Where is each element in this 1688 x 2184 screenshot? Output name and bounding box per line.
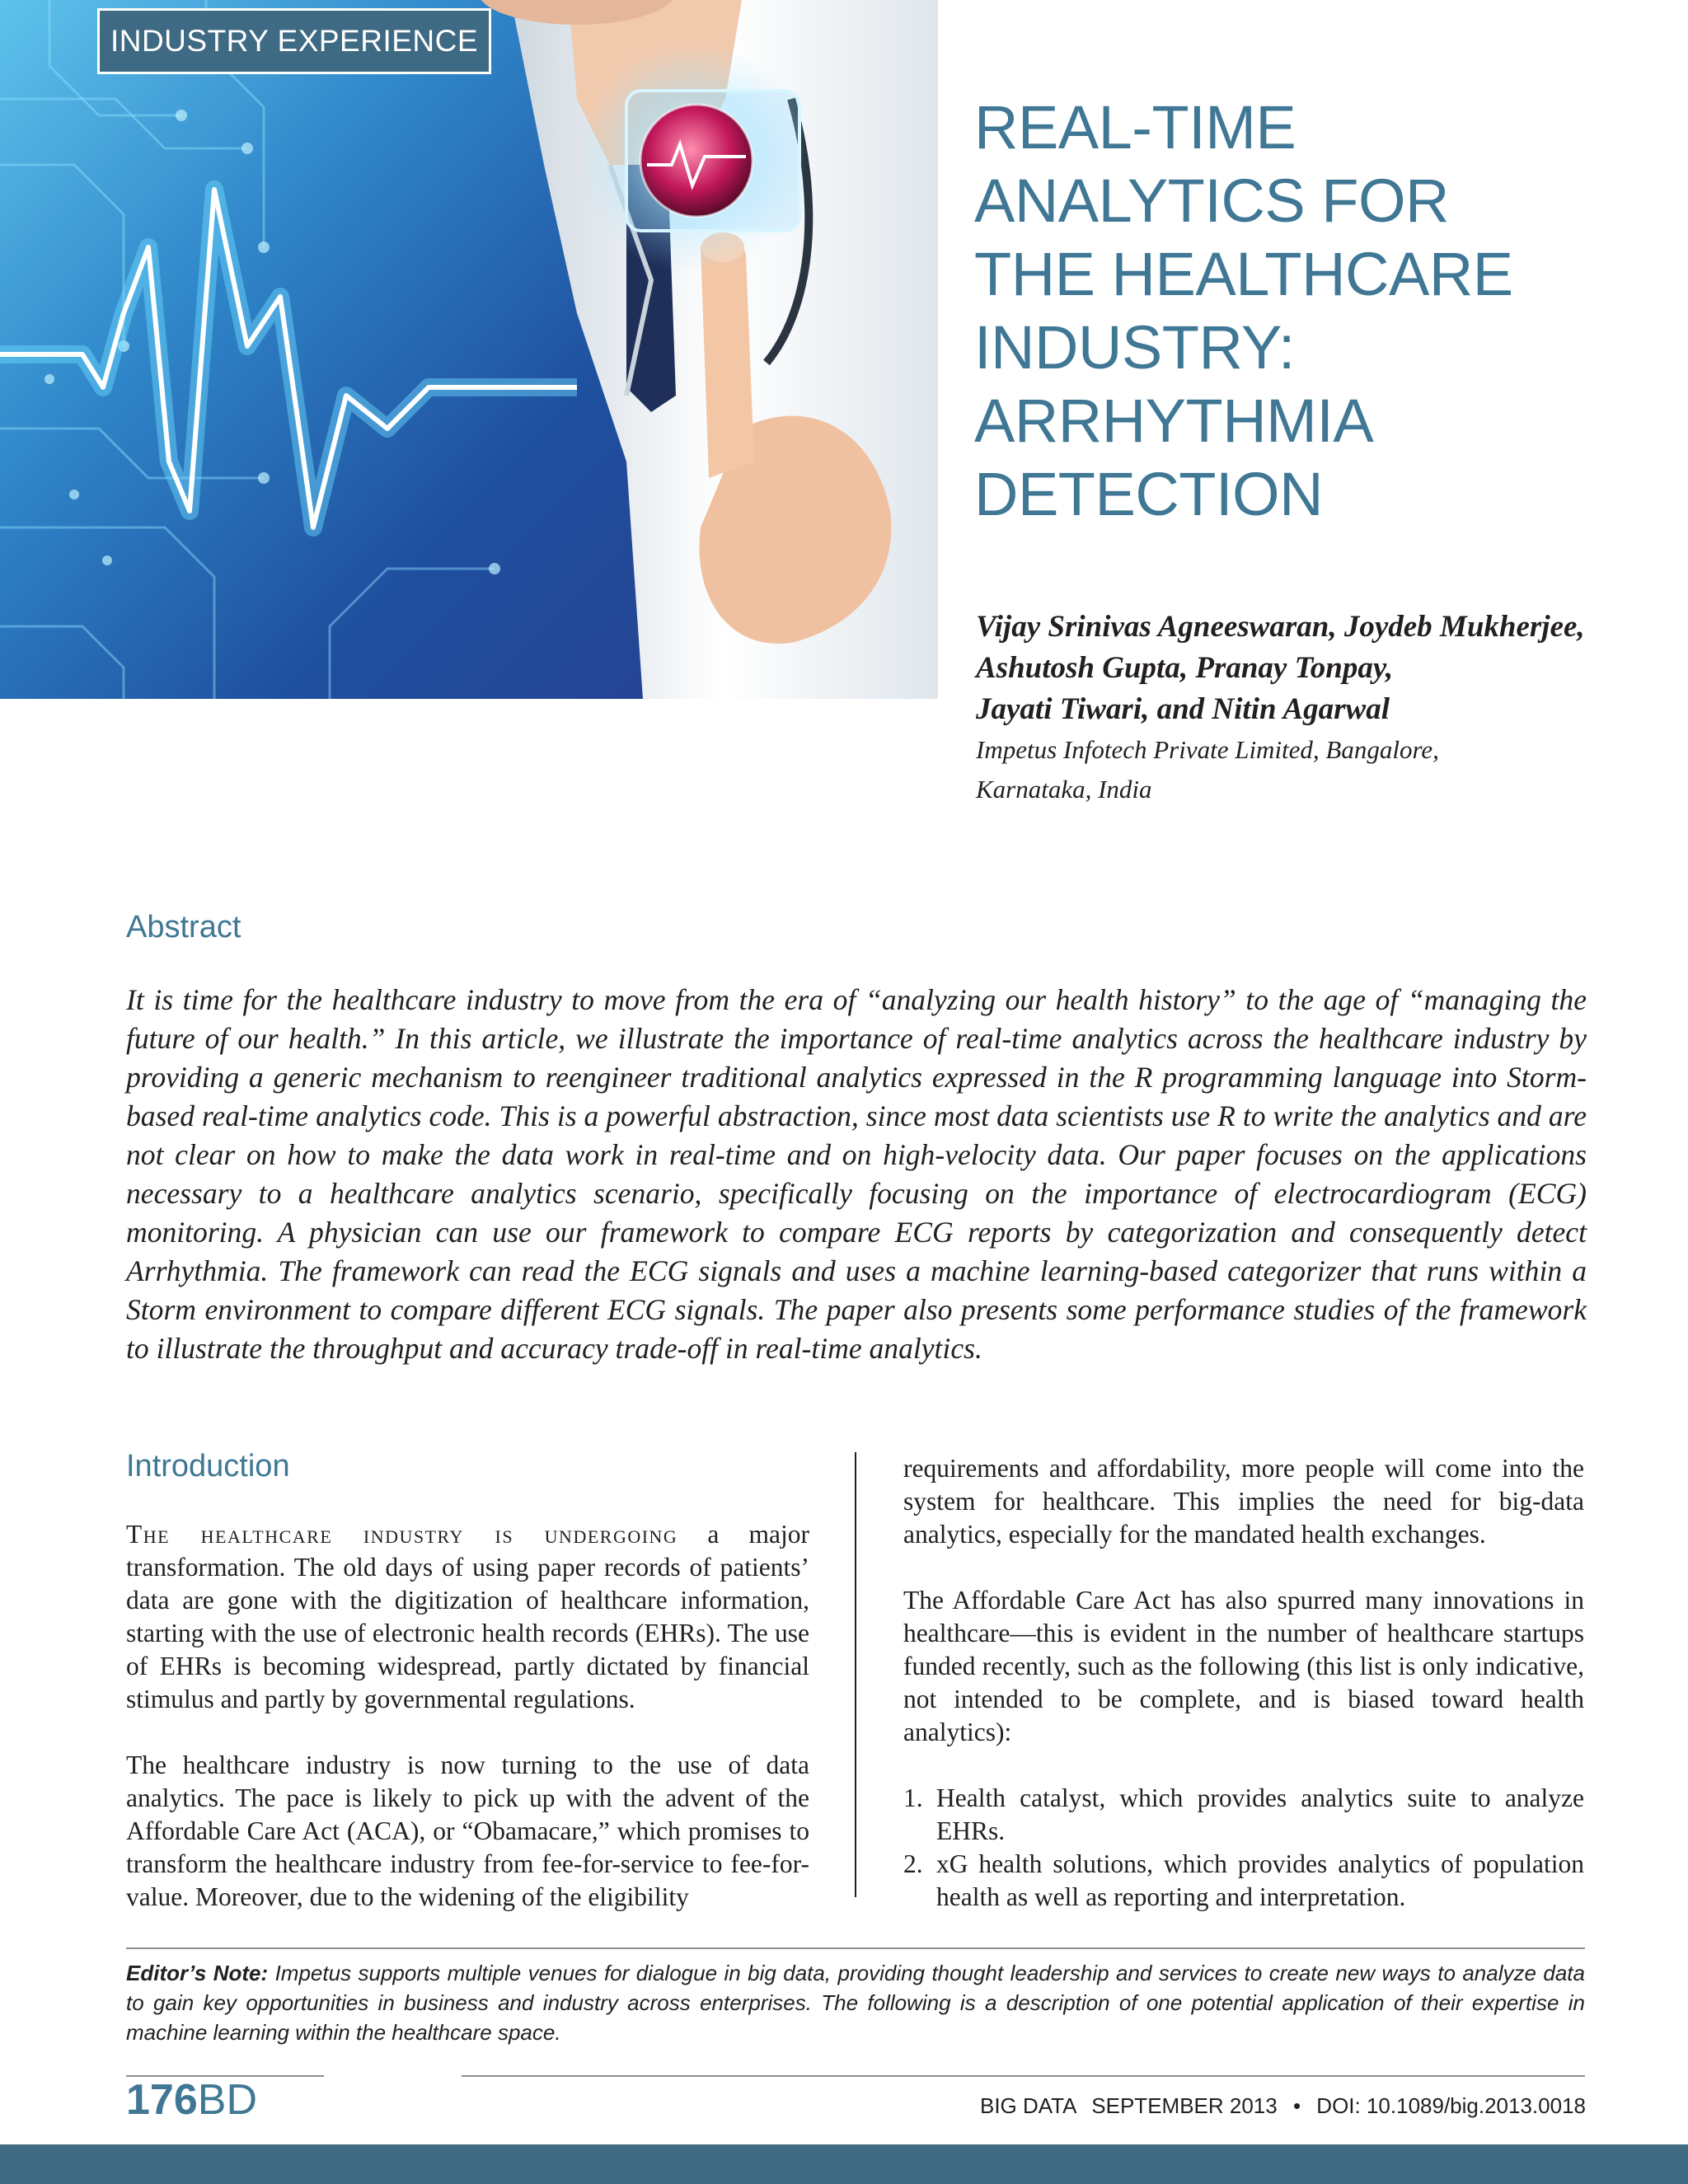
intro-paragraph-1	[126, 1518, 809, 1716]
list-number: 1.	[903, 1783, 923, 1812]
intro-paragraph-2: The healthcare industry is now turning to the use of data analytics. The pace is likely to pick up with the advent of the Affordable Care Act (ACA), or “Obamacare,” which promises to transform the healthcare industry from fee-for-service to fee-for-value. Moreover, due to the widening of the eligibility	[126, 1750, 809, 1911]
journal-abbrev: BD	[197, 2076, 258, 2124]
startup-list	[903, 1782, 1584, 1914]
intro-p1-text: a major transformation. The old days of using paper records of patients’ data are gone with the digitization of healthcare information, starting with the use of electronic health records (EHRs). The use of EHRs is becoming widespread, partly dictated by financial stimulus and partly by governmental regulations.	[126, 1520, 809, 1713]
editors-note-rule	[126, 1947, 1585, 1949]
list-item-text: xG health solutions, which provides analytics of population health as well as reporting and interpretation.	[936, 1849, 1584, 1911]
list-number: 2.	[903, 1849, 923, 1878]
intro-paragraph-4: The Affordable Care Act has also spurred many innovations in healthcare—this is evident in the number of healthcare startups funded recently, such as the following (this list is only indicative, not intended to be complete, and is biased toward health analytics):	[903, 1586, 1584, 1746]
hero-illustration	[0, 0, 938, 699]
editors-note-text: Impetus supports multiple venues for dialogue in big data, providing thought leadership and services to create new ways to analyze data to gain key opportunities in business and industry across enterprises. The following is a description of one potential application of their expertise in machine learning within the healthcare space.	[126, 1961, 1585, 2045]
doi: DOI: 10.1089/big.2013.0018	[1316, 2093, 1586, 2118]
journal-name: BIG DATA	[979, 2093, 1076, 2118]
column-right	[903, 1452, 1584, 1914]
journal-issue: SEPTEMBER 2013	[1091, 2093, 1278, 2118]
heart-hologram	[577, 41, 808, 272]
hero-image	[0, 0, 938, 699]
intro-paragraph-3: requirements and affordability, more people will come into the system for healthcare. This implies the need for big-data analytics, especially for the mandated health exchanges.	[903, 1454, 1584, 1549]
affiliation	[976, 730, 1652, 809]
affiliation-line: Karnataka, India	[976, 775, 1152, 804]
column-divider	[855, 1452, 856, 1897]
author-list	[976, 607, 1668, 730]
article-title	[974, 91, 1650, 531]
editors-note	[126, 1958, 1585, 2047]
affiliation-line: Impetus Infotech Private Limited, Bangalore,	[976, 735, 1439, 764]
footer-bar	[0, 2144, 1688, 2184]
column-left	[126, 1518, 809, 1947]
abstract-heading: Abstract	[126, 910, 241, 944]
footer-rule-right	[462, 2075, 1585, 2077]
author-line: Vijay Srinivas Agneeswaran, Joydeb Mukherjee,	[976, 610, 1585, 644]
ecg-wave	[0, 190, 577, 527]
title-line: DETECTION	[974, 460, 1324, 528]
list-item-text: Health catalyst, which provides analytics suite to analyze EHRs.	[936, 1783, 1584, 1845]
abstract-text: It is time for the healthcare industry to move from the era of “analyzing our health history” to the age of “managing the future of our health.” In this article, we illustrate the importance of real-time analytics across the healthcare industry by providing a generic mechanism to reengineer traditional analytics expressed in the R programming language into Storm-based real-time analytics code. This is a powerful abstraction, since most data scientists use R to write the analytics and are not clear on how to make the data work in real-time and on high-velocity data. Our paper focuses on the applications necessary to a healthcare analytics scenario, specifically focusing on the importance of electrocardiogram (ECG) monitoring. A physician can use our framework to compare ECG reports by categorization and consequently detect Arrhythmia. The framework can read the ECG signals and uses a machine learning-based categorizer that runs within a Storm environment to compare different ECG signals. The paper also presents some performance studies of the framework to illustrate the throughput and accuracy trade-off in real-time analytics.	[126, 983, 1587, 1365]
author-line: Jayati Tiwari, and Nitin Agarwal	[976, 692, 1390, 726]
editors-note-label: Editor’s Note:	[126, 1961, 269, 1985]
title-line: ANALYTICS FOR	[974, 166, 1449, 235]
list-item	[903, 1848, 1584, 1914]
title-line: THE HEALTHCARE	[974, 240, 1513, 308]
title-line: ARRHYTHMIA	[974, 387, 1374, 455]
footer-bullet: •	[1292, 2093, 1301, 2118]
title-line: REAL-TIME	[974, 93, 1296, 162]
journal-info	[970, 2093, 1586, 2119]
introduction-heading: Introduction	[126, 1449, 290, 1483]
page-number	[126, 2075, 257, 2125]
list-item	[903, 1782, 1584, 1848]
intro-lead-in: The healthcare industry is undergoing	[126, 1520, 678, 1549]
page-number-value: 176	[126, 2076, 198, 2124]
title-line: INDUSTRY:	[974, 313, 1295, 382]
author-line: Ashutosh Gupta, Pranay Tonpay,	[976, 651, 1394, 685]
section-badge: INDUSTRY EXPERIENCE	[97, 8, 491, 74]
